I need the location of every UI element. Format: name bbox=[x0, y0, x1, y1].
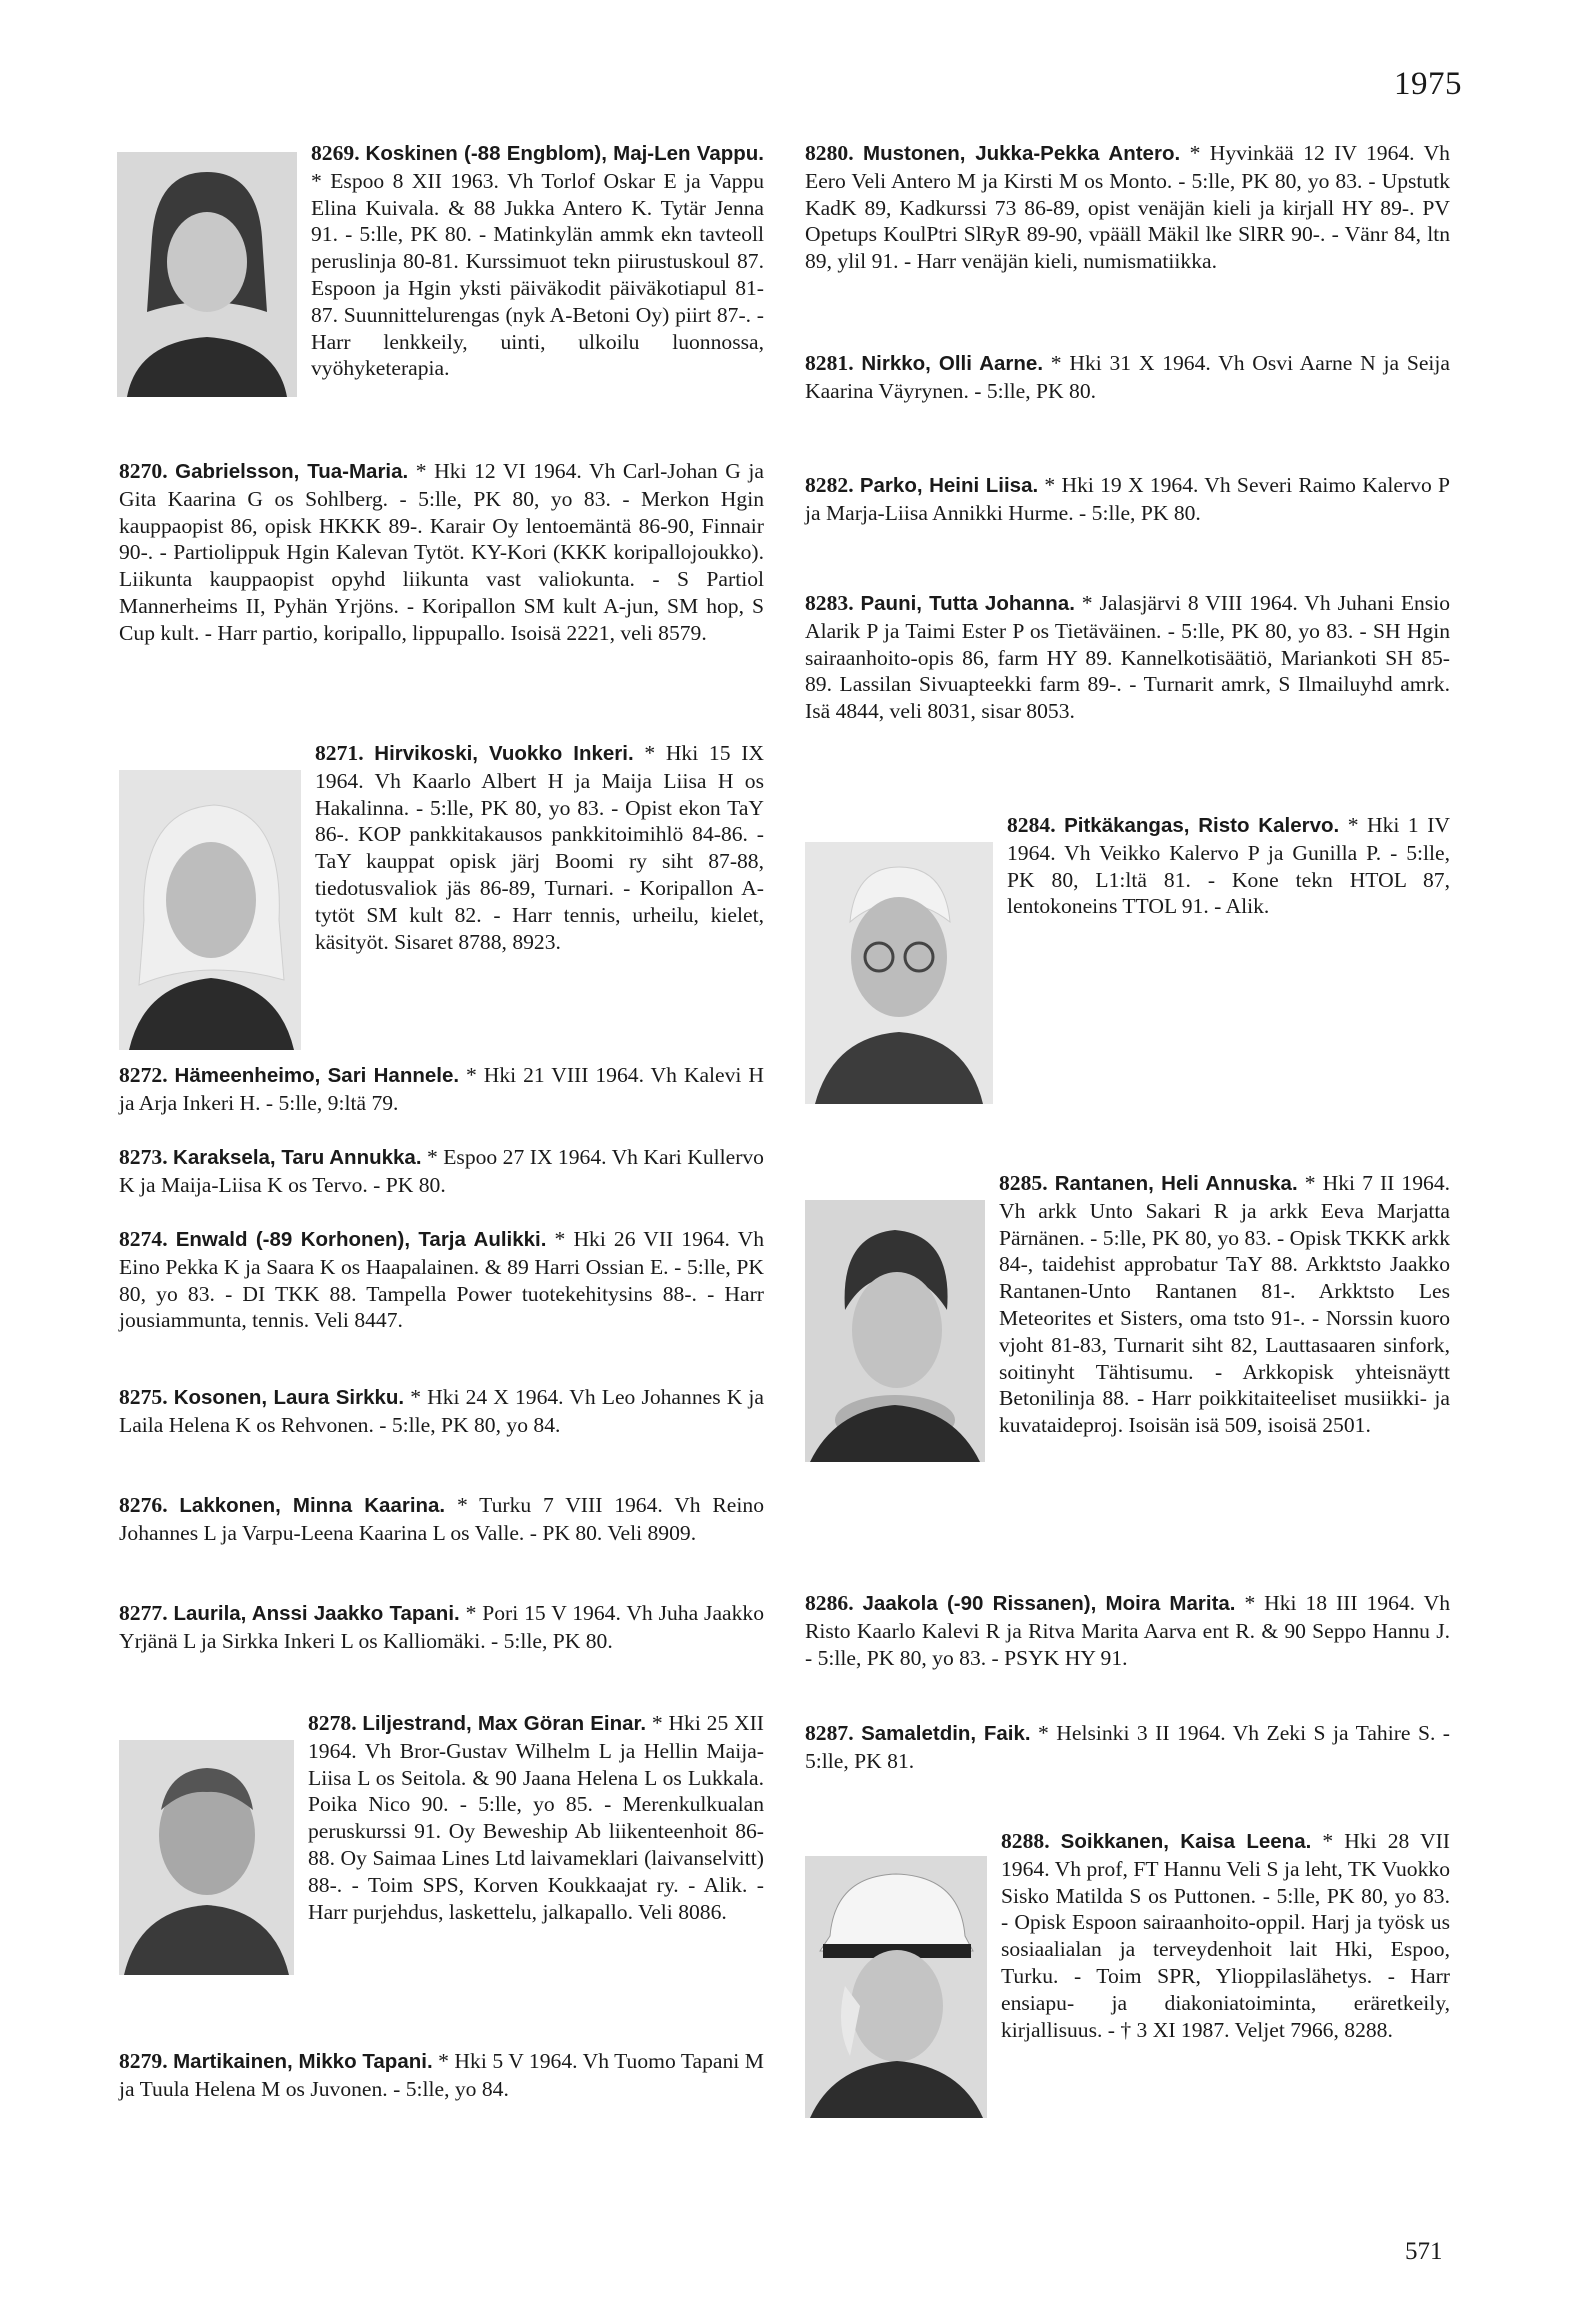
entry-8284 bbox=[805, 812, 1450, 1108]
person-silhouette-icon bbox=[805, 1200, 985, 1462]
page-number: 571 bbox=[1405, 2238, 1443, 2265]
entry-8288 bbox=[805, 1828, 1450, 2122]
entry-name: Martikainen, Mikko Tapani. bbox=[173, 2050, 433, 2073]
entry-8274 bbox=[119, 1226, 764, 1334]
entry-number: 8279. bbox=[119, 2049, 168, 2073]
entry-number: 8273. bbox=[119, 1145, 168, 1169]
entry-number: 8286. bbox=[805, 1591, 854, 1615]
entry-name: Liljestrand, Max Göran Einar. bbox=[362, 1712, 647, 1735]
entry-8286 bbox=[805, 1590, 1450, 1671]
entry-name: Koskinen (-88 Engblom), Maj-Len Vappu. bbox=[365, 142, 764, 165]
entry-name: Hirvikoski, Vuokko Inkeri. bbox=[374, 742, 634, 765]
entry-name: Pauni, Tutta Johanna. bbox=[860, 592, 1075, 615]
entry-8270 bbox=[119, 458, 764, 647]
entry-8280 bbox=[805, 140, 1450, 275]
portrait-photo bbox=[805, 1200, 985, 1462]
entry-number: 8278. bbox=[308, 1711, 357, 1735]
entry-8273 bbox=[119, 1144, 764, 1199]
entry-text: * Hki 31 X 1964. Vh Osvi Aarne N ja Seija Kaarina Väyrynen. - 5:lle, PK 80. bbox=[805, 351, 1451, 403]
person-silhouette-icon bbox=[805, 1856, 987, 2118]
entry-text: * Jalasjärvi 8 VIII 1964. Vh Juhani Ensio Alarik P ja Taimi Ester P os Tietäväinen. - 5:lle, PK 80, yo 83. - SH Hgin sairaanhoito-opis 86, farm HY 89. Kannelkotisäätiö, Mariankoti SH 85-89. Lassilan Sivuapteekki farm 89-. - Turnarit amrk, S Ilmailuyhd amrk. Isä 4844, veli 8031, sisar 8053. bbox=[805, 591, 1451, 724]
entry-number: 8276. bbox=[119, 1493, 168, 1517]
entry-name: Mustonen, Jukka-Pekka Antero. bbox=[863, 142, 1181, 165]
entry-8272 bbox=[119, 1062, 764, 1117]
entry-text: * Hki 18 III 1964. Vh Risto Kaarlo Kalevi R ja Ritva Marita Aarva ent R. & 90 Seppo Hannu J. - 5:lle, PK 80, yo 83. - PSYK HY 91. bbox=[805, 1591, 1450, 1670]
entry-name: Nirkko, Olli Aarne. bbox=[861, 352, 1044, 375]
entry-text: * Pori 15 V 1964. Vh Juha Jaakko Yrjänä L ja Sirkka Inkeri L os Kalliomäki. - 5:lle, PK 80. bbox=[119, 1601, 764, 1653]
entry-text: * Hki 19 X 1964. Vh Severi Raimo Kalervo P ja Marja-Liisa Annikki Hurme. - 5:lle, PK 80. bbox=[805, 473, 1451, 525]
entry-name: Hämeenheimo, Sari Hannele. bbox=[174, 1064, 460, 1087]
entry-text: * Hki 5 V 1964. Vh Tuomo Tapani M ja Tuula Helena M os Juvonen. - 5:lle, yo 84. bbox=[119, 2049, 764, 2101]
entry-number: 8272. bbox=[119, 1063, 168, 1087]
person-silhouette-icon bbox=[119, 770, 301, 1050]
entry-8285 bbox=[805, 1170, 1450, 1466]
entry-text: * Hki 1 IV 1964. Vh Veikko Kalervo P ja Gunilla P. - 5:lle, PK 80, L1:ltä 81. - Kone tekn HTOL 87, lentokoneins TTOL 91. - Alik. bbox=[1007, 813, 1450, 919]
entry-8276 bbox=[119, 1492, 764, 1547]
entry-text: * Espoo 8 XII 1963. Vh Torlof Oskar E ja Vappu Elina Kuivala. & 88 Jukka Antero K. Tytär Jenna 91. - 5:lle, PK 80. - Matinkylän ammk ekn tavteoll peruslinja 80-81. Kurssimuot tekn piirustuskoul 87. Espoon ja Hgin yksti päiväkodit päiväkotiapul 81-87. Suunnittelurengas (nyk A-Betoni Oy) piirt 87-. - Harr lenkkeily, uinti, ulkoilu luonnossa, vyöhyketerapia. bbox=[311, 168, 764, 381]
entry-name: Kosonen, Laura Sirkku. bbox=[173, 1386, 405, 1409]
entry-number: 8269. bbox=[311, 141, 360, 165]
entry-8283 bbox=[805, 590, 1450, 725]
entry-text: * Hki 15 IX 1964. Vh Kaarlo Albert H ja Maija Liisa H os Hakalinna. - 5:lle, PK 80, yo 83. - Opist ekon TaY 86-. KOP pankkitakausos pankkitoimihlö 84-86. - TaY kauppat opisk järj Boomi ry siht 87-88, tiedotusvaliok jäs 86-89, Turnari. - Koripallon A-tytöt SM kult 82. - Harr tennis, urheilu, kielet, käsityöt. Sisaret 8788, 8923. bbox=[315, 741, 764, 954]
entry-name: Enwald (-89 Korhonen), Tarja Aulikki. bbox=[175, 1228, 547, 1251]
entry-text: * Hki 24 X 1964. Vh Leo Johannes K ja Laila Helena K os Rehvonen. - 5:lle, PK 80, yo 84. bbox=[119, 1385, 764, 1437]
person-silhouette-icon bbox=[119, 1740, 294, 1975]
entry-number: 8282. bbox=[805, 473, 854, 497]
entry-text: * Hki 7 II 1964. Vh arkk Unto Sakari R ja arkk Eeva Marjatta Pärnänen. - 5:lle, PK 80, yo 83. - Opisk TKKK arkk 84-, taidehist approbatur TaY 88. Arkktsto Jaakko Rantanen-Unto Rantanen 81-. Arkktsto Les Meteorites et Sisters, oma tsto 91-. - Norssin kuoro vjoht 81-83, Turnarit siht 82, Lauttasaaren sinfork, soitinyht Tähtisumu. - Arkkopisk yhteisnäytt Betonilinja 88. - Harr poikkitaiteeliset musiikki- ja kuvataideproj. Isoisän isä 509, isoisä 2501. bbox=[999, 1171, 1451, 1438]
page-year: 1975 bbox=[1394, 66, 1462, 102]
entry-8275 bbox=[119, 1384, 764, 1439]
entry-name: Karaksela, Taru Annukka. bbox=[173, 1146, 422, 1169]
entry-8269 bbox=[119, 140, 764, 401]
entry-8281 bbox=[805, 350, 1450, 405]
entry-8277 bbox=[119, 1600, 764, 1655]
entry-name: Rantanen, Heli Annuska. bbox=[1054, 1172, 1298, 1195]
entry-name: Samaletdin, Faik. bbox=[861, 1722, 1031, 1745]
entry-number: 8274. bbox=[119, 1227, 168, 1251]
entry-8279 bbox=[119, 2048, 764, 2103]
entry-name: Pitkäkangas, Risto Kalervo. bbox=[1064, 814, 1340, 837]
entry-8278 bbox=[119, 1710, 764, 1979]
entry-8271 bbox=[119, 740, 764, 1054]
entry-number: 8281. bbox=[805, 351, 854, 375]
entry-number: 8284. bbox=[1007, 813, 1056, 837]
entry-text: * Hki 26 VII 1964. Vh Eino Pekka K ja Saara K os Haapalainen. & 89 Harri Ossian E. - 5:lle, PK 80, yo 83. - DI TKK 88. Tampella Power tuotekehitysins 88-. - Harr jousiammunta, tennis. Veli 8447. bbox=[119, 1227, 764, 1333]
entry-number: 8277. bbox=[119, 1601, 168, 1625]
entry-text: * Hki 28 VII 1964. Vh prof, FT Hannu Veli S ja leht, TK Vuokko Sisko Matilda S os Puttonen. - 5:lle, PK 80, yo 83. - Opisk Espoon sairaanhoito-oppil. Harj ja työsk us sosiaalialan ja terveydenhoit lait Hki, Espoo, Turku. - Toim SPR, Ylioppilaslähetys. - Harr ensiapu- ja diakoniatoiminta, eräretkeily, kirjallisuus. - † 3 XI 1987. Veljet 7966, 8288. bbox=[1001, 1829, 1450, 2042]
entry-8287 bbox=[805, 1720, 1450, 1775]
portrait-photo bbox=[805, 1856, 987, 2118]
entry-text: * Hki 21 VIII 1964. Vh Kalevi H ja Arja Inkeri H. - 5:lle, 9:ltä 79. bbox=[119, 1063, 764, 1115]
entry-text: * Hki 25 XII 1964. Vh Bror-Gustav Wilhelm L ja Hellin Maija-Liisa L os Seitola. & 90 Jaana Helena L os Lukkala. Poika Nico 90. - 5:lle, yo 85. - Merenkulkualan peruskurssi 91. Oy Beweship Ab liikenteenhoit 86-88. Oy Saimaa Lines Ltd laivameklari (laivanselvitt) 88-. - Toim SPS, Korven Koukkaajat ry. - Alik. - Harr purjehdus, laskettelu, jalkapallo. Veli 8086. bbox=[308, 1711, 764, 1924]
entry-number: 8285. bbox=[999, 1171, 1048, 1195]
entry-text: * Espoo 27 IX 1964. Vh Kari Kullervo K ja Maija-Liisa K os Tervo. - PK 80. bbox=[119, 1145, 764, 1197]
entry-text: * Hki 12 VI 1964. Vh Carl-Johan G ja Gita Kaarina G os Sohlberg. - 5:lle, PK 80, yo 83. - Merkon Hgin kauppaopist 86, opisk HKKK 89-. Karair Oy lentoemäntä 86-90, Finnair 90-. - Partiolippuk Hgin Kalevan Tytöt. KY-Kori (KKK koripallojoukko). Liikunta kauppaopist opyhd liikunta vast valiokunta. - S Partiol Mannerheims II, Pyhän Yrjöns. - Koripallon SM kult A-jun, SM hop, S Cup kult. - Harr partio, koripallo, lippupallo. Isoisä 2221, veli 8579. bbox=[119, 459, 764, 645]
entry-name: Jaakola (-90 Rissanen), Moira Marita. bbox=[862, 1592, 1236, 1615]
portrait-photo bbox=[119, 770, 301, 1050]
entry-number: 8288. bbox=[1001, 1829, 1050, 1853]
person-silhouette-icon bbox=[805, 842, 993, 1104]
entry-name: Laurila, Anssi Jaakko Tapani. bbox=[173, 1602, 460, 1625]
entry-number: 8283. bbox=[805, 591, 854, 615]
entry-text: * Turku 7 VIII 1964. Vh Reino Johannes L ja Varpu-Leena Kaarina L os Valle. - PK 80. Veli 8909. bbox=[119, 1493, 764, 1545]
portrait-photo bbox=[805, 842, 993, 1104]
entry-8282 bbox=[805, 472, 1450, 527]
person-silhouette-icon bbox=[117, 152, 297, 397]
portrait-photo bbox=[117, 152, 297, 397]
entry-name: Soikkanen, Kaisa Leena. bbox=[1060, 1830, 1312, 1853]
entry-number: 8287. bbox=[805, 1721, 854, 1745]
portrait-photo bbox=[119, 1740, 294, 1975]
entry-number: 8275. bbox=[119, 1385, 168, 1409]
entry-name: Parko, Heini Liisa. bbox=[859, 474, 1039, 497]
entry-number: 8271. bbox=[315, 741, 364, 765]
entry-name: Gabrielsson, Tua-Maria. bbox=[175, 460, 409, 483]
entry-text: * Hyvinkää 12 IV 1964. Vh Eero Veli Antero M ja Kirsti M os Monto. - 5:lle, PK 80, yo 83. - Upstutk KadK 89, Kadkurssi 73 86-89, opist venäjän kieli ja kirjall HY 89-. PV Opetups KoulPtri SlRyR 89-90, vpääll Mäkil lke SlRR 90-. - Vänr 84, ltn 89, ylil 91. - Harr venäjän kieli, numismatiikka. bbox=[805, 141, 1450, 274]
entry-number: 8280. bbox=[805, 141, 854, 165]
entry-name: Lakkonen, Minna Kaarina. bbox=[179, 1494, 446, 1517]
entry-number: 8270. bbox=[119, 459, 168, 483]
entry-text: * Helsinki 3 II 1964. Vh Zeki S ja Tahire S. - 5:lle, PK 81. bbox=[805, 1721, 1450, 1773]
